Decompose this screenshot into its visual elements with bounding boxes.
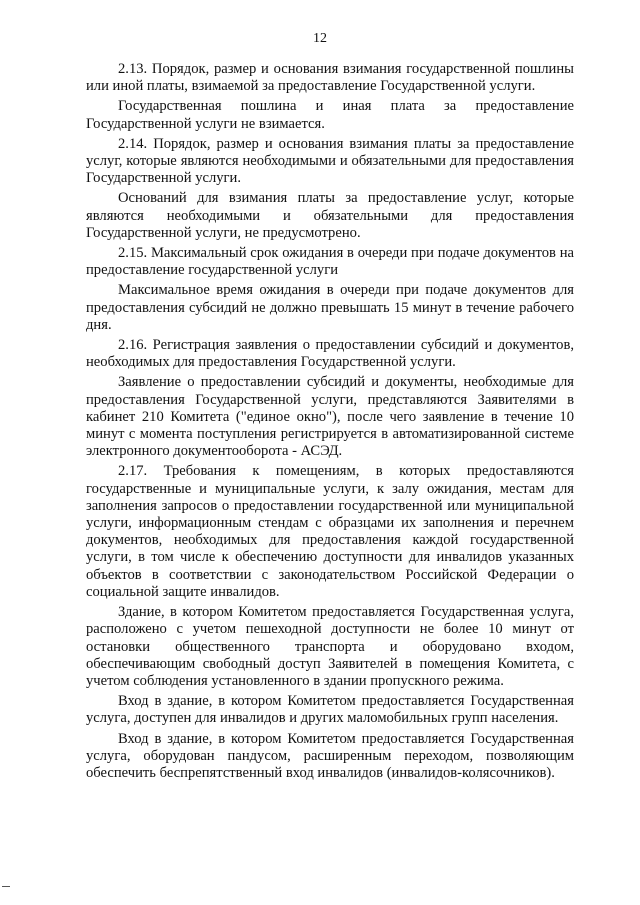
section-2-17-text-building: Здание, в котором Комитетом предоставляется Государственная услуга, расположено с учетом пешеходной доступности не более 10 минут от остановки общественного транспорта и оборудовано входом, обеспечивающим свободный доступ Заявителей в помещения Комитета, с учетом соблюдения установленного в здании пропускного режима. — [86, 604, 574, 689]
section-2-16-heading: 2.16. Регистрация заявления о предоставлении субсидий и документов, необходимых для предоставления Государственной услуги. — [86, 337, 574, 371]
section-2-13-text: Государственная пошлина и иная плата за предоставление Государственной услуги не взимается. — [86, 98, 574, 132]
scan-edge-mark — [2, 886, 10, 887]
section-2-13-heading: 2.13. Порядок, размер и основания взимания государственной пошлины или иной платы, взимаемой за предоставление Государственной услуги. — [86, 61, 574, 95]
section-2-14-text: Оснований для взимания платы за предоставление услуг, которые являются необходимыми и обязательными для предоставления Государственной услуги, не предусмотрено. — [86, 190, 574, 241]
section-2-14-heading: 2.14. Порядок, размер и основания взимания платы за предоставление услуг, которые являются необходимыми и обязательными для предоставления Государственной услуги. — [86, 135, 574, 187]
section-2-15-heading: 2.15. Максимальный срок ожидания в очереди при подаче документов на предоставление государственной услуги — [86, 245, 574, 279]
section-2-17-heading: 2.17. Требования к помещениям, в которых предоставляются государственные и муниципальные услуги, к залу ожидания, местам для заполнения запросов о предоставлении государственной или муниципальной услуги, информационным стендам с образцами их заполнения и перечнем документов, необходимых для предоставления каждой государственной услуги, в том числе к обеспечению доступности для инвалидов указанных объектов в соответствии с законодательством Российской Федерации о социальной защите инвалидов. — [86, 463, 574, 600]
section-2-15-text: Максимальное время ожидания в очереди при подаче документов для предоставления субсидий не должно превышать 15 минут в течение рабочего дня. — [86, 282, 574, 333]
page-number: 12 — [313, 31, 327, 46]
section-2-17-text-ramp: Вход в здание, в котором Комитетом предоставляется Государственная услуга, оборудован пандусом, расширенным переходом, позволяющим обеспечить беспрепятственный вход инвалидов (инвалидов-колясочников). — [86, 730, 574, 781]
document-body — [86, 61, 574, 785]
section-2-16-text: Заявление о предоставлении субсидий и документы, необходимые для предоставления Государственной услуги, представляются Заявителями в кабинет 210 Комитета ("единое окно"), после чего заявление в течение 10 минут с момента поступления регистрируется в автоматизированной системе электронного документооборота - АСЭД. — [86, 374, 574, 460]
section-2-17-text-access: Вход в здание, в котором Комитетом предоставляется Государственная услуга, доступен для инвалидов и других маломобильных групп населения. — [86, 693, 574, 727]
